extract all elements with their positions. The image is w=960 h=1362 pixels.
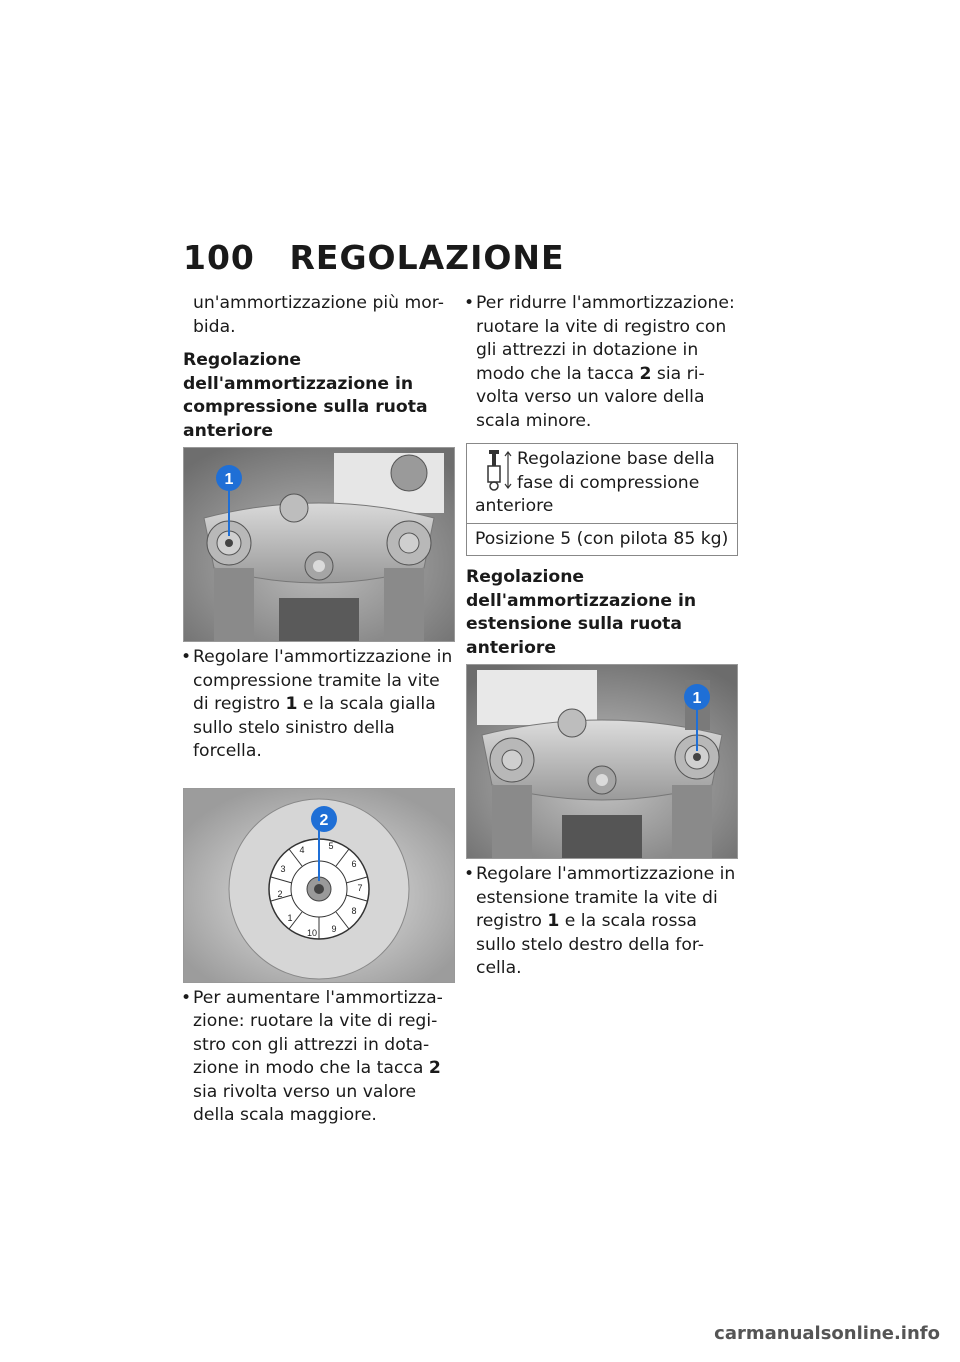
figure3-callout: 1: [692, 690, 702, 707]
dial-label: 2: [277, 888, 283, 899]
page-title: REGOLAZIONE: [289, 238, 565, 277]
figure1-callout: 1: [224, 471, 234, 488]
figure-rebound-adjuster: [466, 664, 738, 859]
bullet-compression: • Regolare l'ammortizzazione in compressione tramite la vite di registro 1 e la scala gialla sullo stelo sinistro della forcella.: [183, 646, 453, 764]
footer-watermark: carmanualsonline.info: [714, 1323, 940, 1344]
left-column: [183, 292, 453, 1138]
shock-absorber-icon: [475, 448, 515, 492]
bullet-rebound: • Regolare l'ammortizzazione in estensione tramite la vite di registro 1 e la scala rossa sullo stelo destro della for-cella.: [466, 863, 741, 981]
spec-title-row: [467, 444, 737, 524]
page-header: [183, 238, 565, 277]
continuation-text: un'ammortizzazione più mor-bida.: [193, 293, 444, 337]
dial-label: 7: [357, 882, 363, 893]
spec-title: Regolazione base della fase di compressione anteriore: [475, 449, 715, 516]
dial-label: 4: [299, 844, 305, 855]
dial-label: 6: [351, 858, 357, 869]
page-number: 100: [183, 238, 255, 277]
right-column: [466, 292, 741, 991]
spec-value: Posizione 5 (con pilota 85 kg): [475, 528, 729, 549]
bullet-reduce: • Per ridurre l'ammortizzazione: ruotare la vite di registro con gli attrezzi in dotazione in modo che la tacca 2 sia ri-volta verso un valore della scala minore.: [466, 292, 741, 433]
dial-label: 9: [331, 923, 337, 934]
dial-label: 3: [280, 863, 286, 874]
heading-rebound: Regolazione dell'ammortizzazione in estensione sulla ruota anteriore: [466, 567, 697, 658]
figure2-callout: 2: [319, 811, 329, 829]
dial-label: 10: [306, 927, 318, 938]
bullet-increase: • Per aumentare l'ammortizza-zione: ruotare la vite di regi-stro con gli attrezzi in dota-zione in modo che la tacca 2 sia rivolta verso un valore della scala maggiore.: [183, 987, 453, 1128]
spec-table: [466, 443, 738, 556]
dial-label: 5: [328, 840, 334, 851]
heading-compression: Regolazione dell'ammortizzazione in compressione sulla ruota anteriore: [183, 350, 428, 441]
dial-label: 1: [287, 912, 293, 923]
figure-compression-adjuster: [183, 447, 455, 642]
figure-dial-scale: [183, 788, 455, 983]
dial-label: 8: [351, 905, 357, 916]
